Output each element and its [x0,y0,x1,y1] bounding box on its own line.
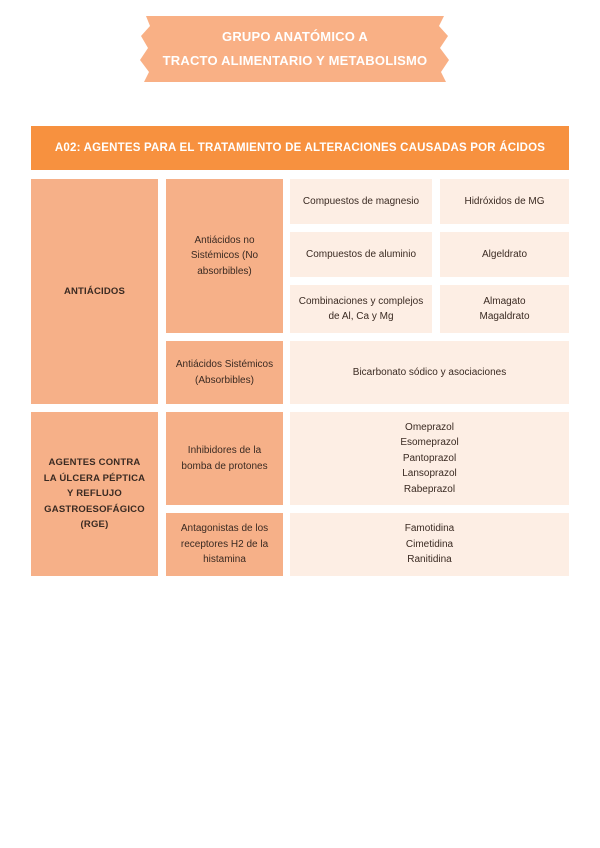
banner-line-1: GRUPO ANATÓMICO A [222,29,368,44]
drug-cimetidina: Cimetidina [405,538,454,550]
drug-lansoprazol: Lansoprazol [402,468,457,480]
drug-algeldrato: Algeldrato [440,232,569,277]
banner-line-2: TRACTO ALIMENTARIO Y METABOLISMO [162,53,428,68]
group-ulcera-rge: AGENTES CONTRA LA ÚLCERA PÉPTICA Y REFLUJO GASTROESOFÁGICO (RGE) [31,412,158,576]
subgroup-no-sistemicos: Antiácidos no Sistémicos (No absorbibles) [166,179,283,333]
drug-ranitidina: Ranitidina [407,554,452,566]
subgroup-h2: Antagonistas de los receptores H2 de la histamina [166,513,283,576]
drug-magaldrato: Magaldrato [479,311,530,322]
title-banner [138,14,452,84]
drug-class-magnesio: Compuestos de magnesio [290,179,432,224]
drug-almagato: Almagato [483,295,526,307]
drug-class-combinaciones: Combinaciones y complejos de Al, Ca y Mg [290,285,432,333]
drug-list-ibp [290,412,569,505]
drug-omeprazol: Omeprazol [405,421,454,433]
drug-list-combinaciones [440,285,569,333]
drug-class-aluminio: Compuestos de aluminio [290,232,432,277]
drug-hidroxidos-mg: Hidróxidos de MG [440,179,569,224]
drug-pantoprazol: Pantoprazol [402,452,457,464]
drug-esomeprazol: Esomeprazol [400,437,459,449]
drug-famotidina: Famotidina [404,523,455,535]
section-header: A02: AGENTES PARA EL TRATAMIENTO DE ALTERACIONES CAUSADAS POR ÁCIDOS [31,126,569,170]
subgroup-sistemicos: Antiácidos Sistémicos (Absorbibles) [166,341,283,404]
drug-list-h2 [290,513,569,576]
drug-bicarbonato: Bicarbonato sódico y asociaciones [290,341,569,404]
subgroup-ibp: Inhibidores de la bomba de protones [166,412,283,505]
group-antiacidos: ANTIÁCIDOS [31,179,158,404]
drug-rabeprazol: Rabeprazol [403,483,456,495]
